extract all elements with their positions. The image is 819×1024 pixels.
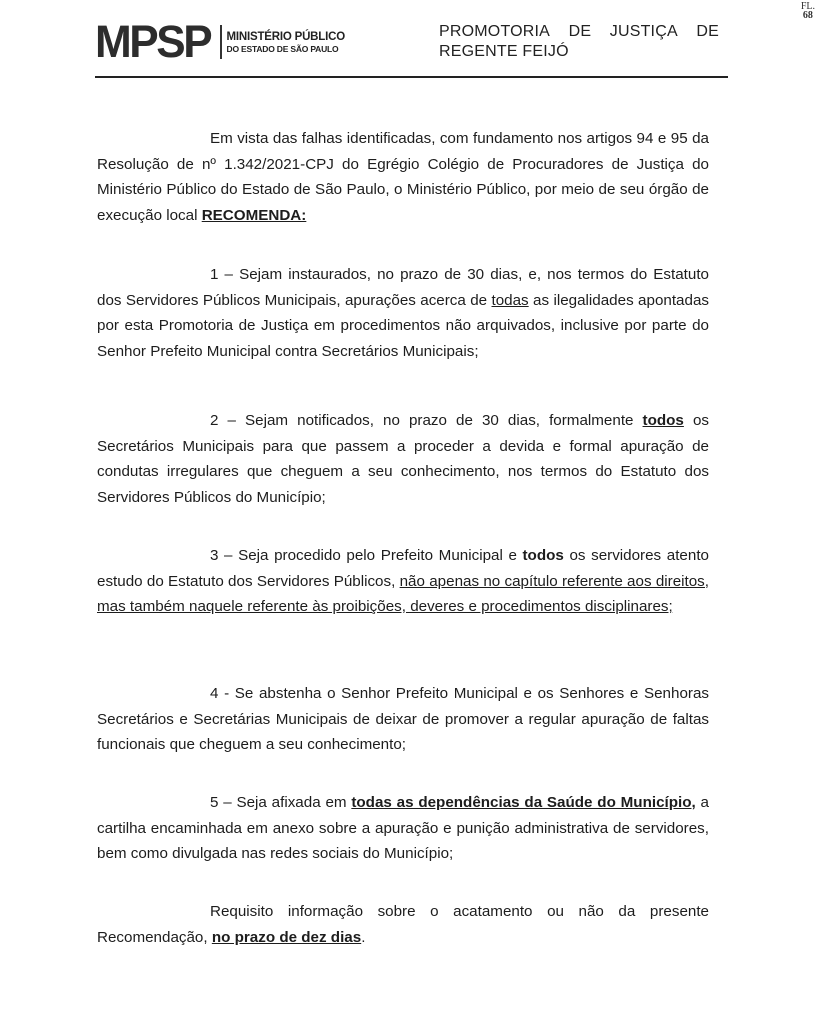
item5-emphasis: todas as dependências da Saúde do Município, xyxy=(351,794,696,811)
deadline-emphasis: no prazo de dez dias xyxy=(211,928,362,946)
intro-paragraph xyxy=(97,126,709,228)
folio-number: 68 xyxy=(802,10,813,21)
item4-text: 4 - Se abstenha o Senhor Prefeito Municipal e os Senhores e Senhoras Secretários e Secretárias Municipais de deixar de promover a regular apuração de faltas funcionais que cheguem a seu conhecimento; xyxy=(97,685,709,753)
recommendation-item-4 xyxy=(97,681,709,758)
office-title-line2: REGENTE FEIJÓ xyxy=(439,43,569,60)
mpsp-logo xyxy=(95,16,345,67)
closing-text-b: . xyxy=(361,928,366,946)
recommendation-item-5 xyxy=(97,790,709,867)
logo-subtitle-line2: DO ESTADO DE SÃO PAULO xyxy=(226,43,339,54)
logo-subtitle-line1: MINISTÉRIO PÚBLICO xyxy=(226,30,345,43)
item1-text-a: 1 – Sejam instaurados, no prazo de 30 dias, e, nos termos do Estatuto dos Servidores Públicos Municipais, apurações acerca de xyxy=(97,266,709,309)
item3-text-a: 3 – Seja procedido pelo Prefeito Municipal e xyxy=(210,547,523,564)
page-folio-stamp xyxy=(801,2,815,20)
item3-bold: todos xyxy=(522,547,564,564)
item5-text-b: a cartilha encaminhada em anexo sobre a apuração e punição administrativa de servidores, bem como divulgada nas redes sociais do Município; xyxy=(97,794,709,862)
office-word: DE xyxy=(696,23,719,40)
office-word: DE xyxy=(568,23,592,40)
closing-text-a: Requisito informação sobre o acatamento ou não da presente Recomendação, xyxy=(97,903,709,946)
folio-label: FL. xyxy=(800,1,815,12)
recommend-heading: RECOMENDA: xyxy=(201,206,307,224)
item1-underlined: todas xyxy=(491,291,529,309)
office-word: PROMOTORIA xyxy=(439,23,551,40)
item3-underlined: não apenas no capítulo referente aos direitos, mas também naquele referente às proibições, deveres e procedimentos disciplinares; xyxy=(97,572,709,615)
office-title xyxy=(439,22,719,62)
item2-emphasis: todos xyxy=(642,412,684,429)
recommendation-item-1 xyxy=(97,262,709,364)
item3-text-b: os servidores atento estudo do Estatuto dos Servidores Públicos, xyxy=(97,547,709,590)
letterhead xyxy=(95,18,727,74)
item1-text-b: as ilegalidades apontadas por esta Promotoria de Justiça em procedimentos não arquivados, inclusive por parte do Senhor Prefeito Municipal contra Secretários Municipais; xyxy=(97,291,709,360)
office-title-line1 xyxy=(439,22,719,42)
closing-paragraph xyxy=(97,899,709,950)
recommendation-item-2 xyxy=(97,408,709,510)
intro-text: Em vista das falhas identificadas, com fundamento nos artigos 94 e 95 da Resolução de nº 1.342/2021-CPJ do Egrégio Colégio de Procuradores de Justiça do Ministério Público do Estado de São Paulo, o Ministério Público, por meio de seu órgão de execução local xyxy=(97,130,709,224)
item2-text-b: os Secretários Municipais para que passem a proceder a devida e formal apuração de condutas irregulares que cheguem a seu conhecimento, nos termos do Estatuto dos Servidores Públicos do Município; xyxy=(97,412,709,506)
logo-wordmark: MPSP xyxy=(95,16,211,67)
item5-text-a: 5 – Seja afixada em xyxy=(210,794,352,811)
office-word: JUSTIÇA xyxy=(609,23,678,40)
header-divider xyxy=(95,76,728,78)
recommendation-item-3 xyxy=(97,543,709,620)
item2-text-a: 2 – Sejam notificados, no prazo de 30 dias, formalmente xyxy=(210,412,643,429)
logo-subtitle xyxy=(227,31,345,54)
logo-divider xyxy=(220,25,222,59)
